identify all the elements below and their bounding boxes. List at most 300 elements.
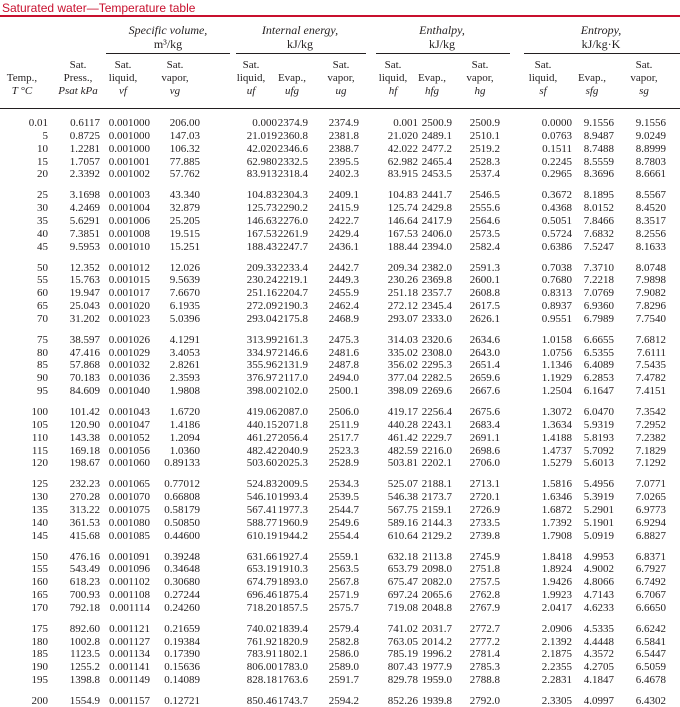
- table-cell: 7.3851: [69, 227, 100, 240]
- column-header: [321, 59, 361, 98]
- table-cell: 1927.4: [277, 550, 308, 563]
- table-cell: 8.0152: [583, 202, 614, 215]
- table-cell: 155: [31, 563, 48, 576]
- table-row: [0, 385, 680, 397]
- table-cell: 9.5953: [69, 240, 100, 253]
- column-header-line: sg: [639, 85, 649, 97]
- column-header: [0, 59, 44, 98]
- table-cell: 807.43: [387, 661, 418, 674]
- table-cell: 2382.0: [421, 261, 452, 274]
- table-cell: 2304.3: [277, 189, 308, 202]
- table-cell: 440.15: [246, 418, 277, 431]
- table-cell: 8.7803: [635, 155, 666, 168]
- table-row: [0, 563, 680, 575]
- column-header-line: hf: [388, 85, 398, 97]
- table-cell: 150: [31, 550, 48, 563]
- table-cell: 0.001001: [108, 155, 150, 168]
- table-cell: 829.78: [387, 674, 418, 687]
- table-cell: 15: [37, 155, 48, 168]
- table-cell: 2591.3: [469, 261, 500, 274]
- column-header-line: [0, 59, 44, 72]
- table-cell: 2600.1: [469, 274, 500, 287]
- table-cell: 2269.6: [421, 385, 452, 398]
- table-cell: 60: [37, 287, 48, 300]
- table-cell: 4.3572: [583, 648, 614, 661]
- table-cell: 0.50850: [164, 516, 200, 529]
- table-cell: 0.001004: [108, 202, 150, 215]
- group-specific-volume: [106, 23, 230, 51]
- table-cell: 2436.1: [328, 240, 359, 253]
- table-cell: 589.16: [387, 516, 418, 529]
- table-cell: 6.7927: [635, 563, 666, 576]
- table-cell: 0.8725: [69, 129, 100, 142]
- table-cell: 31.202: [69, 312, 100, 325]
- table-cell: 95: [37, 385, 48, 398]
- table-cell: 1977.3: [277, 503, 308, 516]
- table-cell: 696.46: [246, 589, 277, 602]
- table-cell: 525.07: [387, 478, 418, 491]
- table-cell: 120: [31, 457, 48, 470]
- table-cell: 104.83: [387, 189, 418, 202]
- table-cell: 2129.2: [421, 529, 452, 542]
- table-cell: 1857.5: [277, 601, 308, 614]
- table-row: [0, 491, 680, 503]
- column-header-line: Psat kPa: [58, 85, 98, 97]
- table-row: [0, 623, 680, 635]
- table-cell: 1802.1: [277, 648, 308, 661]
- table-cell: 1.0360: [169, 444, 200, 457]
- table-cell: 2559.1: [328, 550, 359, 563]
- column-header-line: Temp.,: [6, 72, 38, 84]
- table-cell: 761.92: [246, 635, 277, 648]
- table-cell: 0.3672: [541, 189, 572, 202]
- table-cell: 0.58179: [164, 503, 200, 516]
- table-cell: 3.1698: [69, 189, 100, 202]
- table-cell: 2573.5: [469, 227, 500, 240]
- table-cell: 2295.3: [421, 359, 452, 372]
- table-cell: 0.4368: [541, 202, 572, 215]
- table-row: [0, 215, 680, 227]
- table-cell: 2406.0: [421, 227, 452, 240]
- table-cell: 115: [31, 444, 48, 457]
- table-cell: 2.2831: [541, 674, 572, 687]
- table-cell: 188.43: [246, 240, 277, 253]
- table-cell: 47.416: [69, 346, 100, 359]
- table-cell: 8.8999: [635, 142, 666, 155]
- group-title: Enthalpy,: [419, 23, 465, 37]
- table-cell: 852.26: [387, 695, 418, 707]
- table-cell: 2333.0: [421, 312, 452, 325]
- table-cell: 2202.1: [421, 457, 452, 470]
- table-cell: 0.001012: [108, 261, 150, 274]
- table-cell: 2402.3: [328, 168, 359, 181]
- table-cell: 45: [37, 240, 48, 253]
- table-cell: 7.5247: [583, 240, 614, 253]
- group-unit: kJ/kg: [428, 37, 455, 51]
- table-cell: 21.020: [387, 129, 418, 142]
- table-cell: 1.2504: [541, 385, 572, 398]
- table-cell: 0.001008: [108, 227, 150, 240]
- table-cell: 2517.7: [328, 431, 359, 444]
- table-cell: 21.019: [246, 129, 277, 142]
- table-cell: 482.42: [246, 444, 277, 457]
- table-cell: 0.34648: [164, 563, 200, 576]
- group-title: Internal energy,: [261, 23, 339, 37]
- table-cell: 1.8418: [541, 550, 572, 563]
- table-cell: 2539.5: [328, 491, 359, 504]
- table-cell: 62.982: [387, 155, 418, 168]
- table-cell: 2216.0: [421, 444, 452, 457]
- table-cell: 0.001017: [108, 287, 150, 300]
- table-title: Saturated water—Temperature table: [2, 1, 196, 15]
- group-underline: [236, 53, 366, 54]
- table-cell: 12.026: [169, 261, 200, 274]
- table-cell: 0.001070: [108, 491, 150, 504]
- table-cell: 7.6111: [636, 346, 666, 359]
- table-cell: 0.001010: [108, 240, 150, 253]
- table-cell: 6.6650: [635, 601, 666, 614]
- table-cell: 1820.9: [277, 635, 308, 648]
- table-cell: 2131.9: [277, 359, 308, 372]
- table-cell: 2282.5: [421, 372, 452, 385]
- table-cell: 90: [37, 372, 48, 385]
- table-cell: 7.0769: [583, 287, 614, 300]
- table-cell: 675.47: [387, 576, 418, 589]
- table-cell: 0.001075: [108, 503, 150, 516]
- table-row: [0, 661, 680, 673]
- table-cell: 2009.5: [277, 478, 308, 491]
- table-cell: 2320.6: [421, 333, 452, 346]
- column-header-line: Evap.,: [577, 72, 607, 84]
- table-cell: 2161.3: [277, 333, 308, 346]
- table-cell: 25: [37, 189, 48, 202]
- table-cell: 8.0748: [635, 261, 666, 274]
- table-cell: 2634.6: [469, 333, 500, 346]
- table-cell: 7.7540: [635, 312, 666, 325]
- table-cell: 2582.4: [469, 240, 500, 253]
- table-cell: 2332.5: [277, 155, 308, 168]
- table-cell: 334.97: [246, 346, 277, 359]
- table-cell: 7.3542: [635, 406, 666, 418]
- table-cell: 2.0417: [541, 601, 572, 614]
- table-cell: 0.001000: [108, 117, 150, 129]
- column-header-line: Sat.: [114, 59, 132, 71]
- table-cell: 180: [31, 635, 48, 648]
- column-header: [572, 59, 612, 98]
- table-cell: 1.6346: [541, 491, 572, 504]
- table-cell: 32.879: [169, 202, 200, 215]
- table-cell: 2785.3: [469, 661, 500, 674]
- table-cell: 42.020: [246, 142, 277, 155]
- column-header-line: hfg: [424, 85, 440, 97]
- table-cell: 0.01: [28, 117, 48, 129]
- table-cell: 0.001043: [108, 406, 150, 418]
- table-cell: 38.597: [69, 333, 100, 346]
- header-rule: [0, 108, 680, 109]
- table-cell: 2659.6: [469, 372, 500, 385]
- table-cell: 2360.8: [277, 129, 308, 142]
- table-cell: 2025.3: [277, 457, 308, 470]
- table-cell: 0.77012: [164, 478, 200, 491]
- table-cell: 190: [31, 661, 48, 674]
- table-cell: 7.2382: [635, 431, 666, 444]
- table-cell: 7.1829: [635, 444, 666, 457]
- table-cell: 2608.8: [469, 287, 500, 300]
- table-cell: 2082.0: [421, 576, 452, 589]
- table-cell: 0.17390: [164, 648, 200, 661]
- table-cell: 1977.9: [421, 661, 452, 674]
- table-cell: 7.8466: [583, 214, 614, 227]
- table-cell: 2.2355: [541, 661, 572, 674]
- table-cell: 85: [37, 359, 48, 372]
- table-cell: 40: [37, 227, 48, 240]
- table-cell: 8.3517: [635, 214, 666, 227]
- table-cell: 146.63: [246, 214, 277, 227]
- table-cell: 376.97: [246, 372, 277, 385]
- table-cell: 0.001114: [109, 601, 150, 614]
- table-cell: 1.3072: [541, 406, 572, 418]
- table-cell: 398.09: [387, 385, 418, 398]
- table-cell: 5: [42, 129, 48, 142]
- table-row: [0, 551, 680, 563]
- table-cell: 293.07: [387, 312, 418, 325]
- table-cell: 57.868: [69, 359, 100, 372]
- table-cell: 763.05: [387, 635, 418, 648]
- table-cell: 850.46: [246, 695, 277, 707]
- table-cell: 2777.2: [469, 635, 500, 648]
- table-cell: 2494.0: [328, 372, 359, 385]
- table-cell: 10: [37, 142, 48, 155]
- column-header-line: Sat.: [534, 59, 552, 71]
- table-cell: 0.9551: [541, 312, 572, 325]
- table-cell: 610.19: [246, 529, 277, 542]
- table-cell: 6.7989: [583, 312, 614, 325]
- table-cell: 12.352: [69, 261, 100, 274]
- table-cell: 0.19384: [164, 635, 200, 648]
- table-cell: 1875.4: [277, 589, 308, 602]
- table-cell: 2579.4: [328, 622, 359, 635]
- table-cell: 2346.6: [277, 142, 308, 155]
- table-cell: 4.6233: [583, 601, 614, 614]
- table-cell: 1398.8: [69, 674, 100, 687]
- table-cell: 335.02: [387, 346, 418, 359]
- table-cell: 482.59: [387, 444, 418, 457]
- table-cell: 2617.5: [469, 300, 500, 313]
- table-cell: 167.53: [387, 227, 418, 240]
- table-cell: 6.1935: [169, 300, 200, 313]
- column-header-line: liquid,: [236, 72, 266, 84]
- table-cell: 7.4151: [635, 385, 666, 398]
- table-cell: 503.81: [387, 457, 418, 470]
- table-cell: 2394.0: [421, 240, 452, 253]
- column-header-line: Evap.,: [277, 72, 307, 84]
- table-row: [0, 262, 680, 274]
- table-cell: 7.2952: [635, 418, 666, 431]
- group-unit: m³/kg: [153, 37, 183, 51]
- table-cell: 2564.6: [469, 214, 500, 227]
- column-header-line: vapor,: [161, 72, 189, 84]
- table-cell: 106.32: [169, 142, 200, 155]
- table-cell: 5.0396: [169, 312, 200, 325]
- table-cell: 1960.9: [277, 516, 308, 529]
- table-cell: 8.1895: [583, 189, 614, 202]
- table-cell: 2395.5: [328, 155, 359, 168]
- table-cell: 2465.4: [421, 155, 452, 168]
- table-cell: 169.18: [69, 444, 100, 457]
- table-cell: 8.4520: [635, 202, 666, 215]
- table-cell: 2144.3: [421, 516, 452, 529]
- table-cell: 461.42: [387, 431, 418, 444]
- table-cell: 1.5279: [541, 457, 572, 470]
- table-cell: 6.7067: [635, 589, 666, 602]
- table-cell: 2175.8: [277, 312, 308, 325]
- table-cell: 740.02: [246, 622, 277, 635]
- table-cell: 20: [37, 168, 48, 181]
- table-cell: 6.5355: [583, 346, 614, 359]
- table-cell: 2528.3: [469, 155, 500, 168]
- table-cell: 0.0763: [541, 129, 572, 142]
- table-cell: 3.4053: [169, 346, 200, 359]
- table-banner: [0, 0, 680, 18]
- table-cell: 0.000: [252, 117, 277, 129]
- table-cell: 355.96: [246, 359, 277, 372]
- table-cell: 1993.4: [277, 491, 308, 504]
- table-cell: 120.90: [69, 418, 100, 431]
- table-cell: 104.83: [246, 189, 277, 202]
- table-cell: 2792.0: [469, 695, 500, 707]
- table-cell: 6.9294: [635, 516, 666, 529]
- table-cell: 2500.1: [328, 385, 359, 398]
- table-cell: 2190.3: [277, 300, 308, 313]
- table-cell: 1.3634: [541, 418, 572, 431]
- table-row: [0, 274, 680, 286]
- table-cell: 9.5639: [169, 274, 200, 287]
- column-header: [624, 59, 664, 98]
- table-cell: 2442.7: [328, 261, 359, 274]
- table-cell: 1.4186: [169, 418, 200, 431]
- table-cell: 2477.2: [421, 142, 452, 155]
- table-cell: 5.2901: [583, 503, 614, 516]
- table-cell: 165: [31, 589, 48, 602]
- column-header-line: T °C: [11, 85, 33, 97]
- table-cell: 83.915: [387, 168, 418, 181]
- table-cell: 0.6386: [541, 240, 572, 253]
- table-cell: 1.9808: [169, 385, 200, 398]
- column-header-line: [412, 59, 452, 72]
- table-cell: 145: [31, 529, 48, 542]
- table-cell: 2388.7: [328, 142, 359, 155]
- table-cell: 2247.7: [277, 240, 308, 253]
- table-row: [0, 156, 680, 168]
- table-row: [0, 602, 680, 614]
- table-cell: 2691.1: [469, 431, 500, 444]
- table-row: [0, 300, 680, 312]
- table-cell: 1996.2: [421, 648, 452, 661]
- table-cell: 2523.3: [328, 444, 359, 457]
- table-cell: 5.0919: [583, 529, 614, 542]
- table-cell: 2762.8: [469, 589, 500, 602]
- table-cell: 2345.4: [421, 300, 452, 313]
- table-cell: 0.2245: [541, 155, 572, 168]
- table-row: [0, 674, 680, 686]
- table-cell: 65: [37, 300, 48, 313]
- table-cell: 1.9923: [541, 589, 572, 602]
- table-cell: 55: [37, 274, 48, 287]
- table-cell: 0.001149: [109, 674, 150, 687]
- table-row: [0, 432, 680, 444]
- group-underline: [106, 53, 230, 54]
- table-cell: 0.001040: [108, 385, 150, 398]
- table-cell: 631.66: [246, 550, 277, 563]
- table-cell: 2549.6: [328, 516, 359, 529]
- table-cell: 77.885: [169, 155, 200, 168]
- table-cell: 0.001096: [108, 563, 150, 576]
- column-header-line: Sat.: [384, 59, 402, 71]
- table-cell: 188.44: [387, 240, 418, 253]
- column-header: [231, 59, 271, 98]
- table-cell: 2417.9: [421, 214, 452, 227]
- column-header-line: vapor,: [466, 72, 494, 84]
- table-cell: 8.9487: [583, 129, 614, 142]
- table-cell: 2500.9: [469, 117, 500, 129]
- table-cell: 1.1346: [541, 359, 572, 372]
- banner-rule: [0, 15, 680, 17]
- table-cell: 718.20: [246, 601, 277, 614]
- table-cell: 2374.9: [328, 117, 359, 129]
- table-row: [0, 334, 680, 346]
- table-cell: 653.79: [387, 563, 418, 576]
- table-cell: 0.001000: [108, 142, 150, 155]
- table-cell: 2683.4: [469, 418, 500, 431]
- table-cell: 0.8937: [541, 300, 572, 313]
- table-cell: 7.6832: [583, 227, 614, 240]
- table-cell: 2455.9: [328, 287, 359, 300]
- table-cell: 2745.9: [469, 550, 500, 563]
- table-cell: 5.4956: [583, 478, 614, 491]
- table-cell: 6.5059: [635, 661, 666, 674]
- table-cell: 0.1511: [542, 142, 572, 155]
- table-cell: 43.340: [169, 189, 200, 202]
- table-cell: 5.1901: [583, 516, 614, 529]
- table-row: [0, 478, 680, 490]
- table-cell: 719.08: [387, 601, 418, 614]
- table-cell: 7.3710: [583, 261, 614, 274]
- table-cell: 4.5335: [583, 622, 614, 635]
- table-cell: 2409.1: [328, 189, 359, 202]
- table-cell: 785.19: [387, 648, 418, 661]
- table-cell: 6.5841: [635, 635, 666, 648]
- table-cell: 0.001102: [109, 576, 150, 589]
- table-cell: 0.12721: [164, 695, 200, 707]
- column-header-line: ug: [335, 85, 347, 97]
- table-cell: 1.7057: [69, 155, 100, 168]
- table-cell: 1.7392: [541, 516, 572, 529]
- table-cell: 200: [31, 695, 48, 707]
- table-row: [0, 517, 680, 529]
- table-cell: 546.10: [246, 491, 277, 504]
- table-cell: 15.763: [69, 274, 100, 287]
- table-row: [0, 202, 680, 214]
- table-row: [0, 576, 680, 588]
- column-header: [153, 59, 197, 98]
- table-cell: 2374.9: [277, 117, 308, 129]
- table-cell: 7.9898: [635, 274, 666, 287]
- table-cell: 272.12: [387, 300, 418, 313]
- table-cell: 57.762: [169, 168, 200, 181]
- table-cell: 377.04: [387, 372, 418, 385]
- table-cell: 83.913: [246, 168, 277, 181]
- table-row: [0, 287, 680, 299]
